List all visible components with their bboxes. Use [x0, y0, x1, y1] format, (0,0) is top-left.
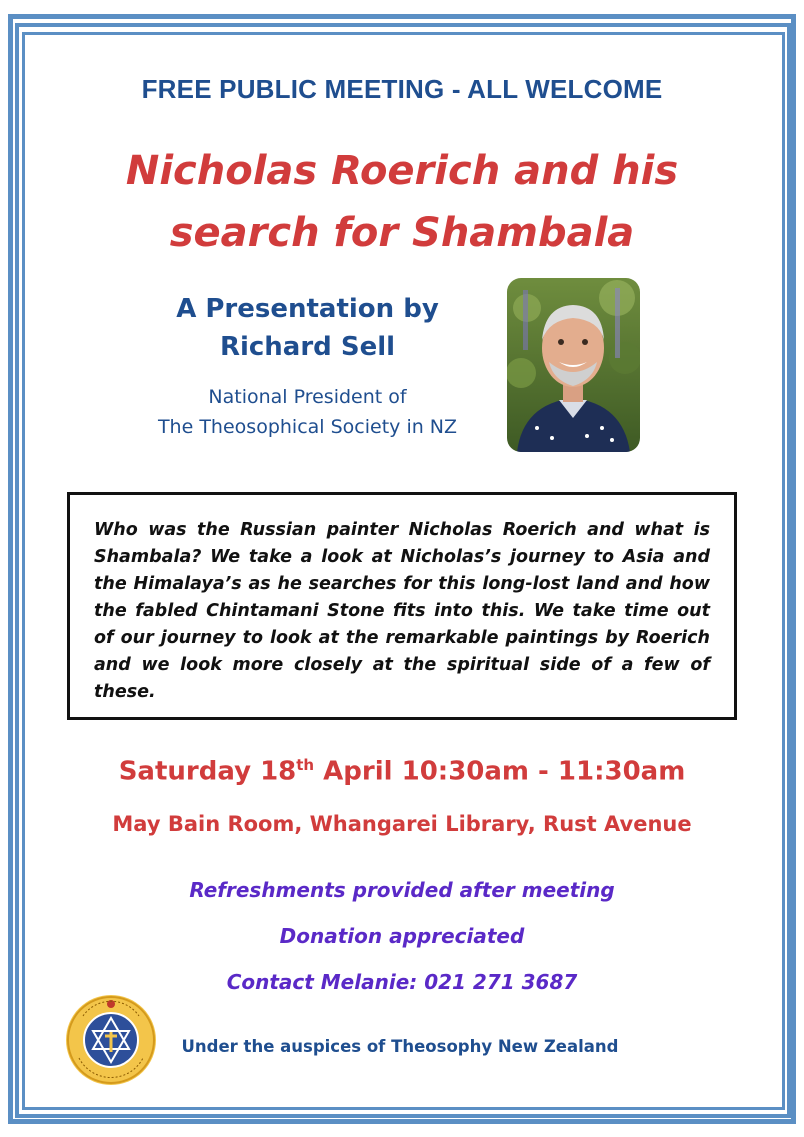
presenter-photo — [507, 278, 640, 452]
description-text: Who was the Russian painter Nicholas Roerich and what is Shambala? We take a look at Nicholas’s journey to Asia and the Himalaya’s as he searches for this long-lost land and how the fabled Chintamani Stone fits into this. We take time out of our journey to look at the remarkable paintings by Roerich and we look more closely at the spiritual side of a few of these. — [94, 520, 710, 702]
title-line-1: Nicholas Roerich and his — [125, 148, 679, 194]
event-date — [0, 756, 804, 787]
refreshments-note: Refreshments provided after meeting — [189, 878, 615, 902]
donation-note: Donation appreciated — [279, 924, 525, 948]
role-line-2: The Theosophical Society in NZ — [157, 416, 458, 438]
portrait-image — [507, 278, 640, 452]
title-line-2: search for Shambala — [169, 210, 635, 256]
theosophy-seal-icon — [65, 994, 157, 1086]
event-title — [0, 140, 804, 264]
event-venue: May Bain Room, Whangarei Library, Rust Avenue — [112, 812, 692, 836]
role-line-1: National President of — [208, 386, 407, 408]
contact-info: Contact Melanie: 021 271 3687 — [226, 970, 578, 994]
date-prefix: Saturday 18 — [118, 756, 297, 787]
presenter-name: Richard Sell — [219, 332, 396, 362]
presenter-intro: A Presentation by — [176, 294, 439, 324]
headline: FREE PUBLIC MEETING - ALL WELCOME — [141, 74, 663, 104]
date-time: April 10:30am - 11:30am — [314, 756, 686, 787]
description-box — [67, 492, 737, 720]
auspices-note: Under the auspices of Theosophy New Zealand — [181, 1037, 619, 1056]
date-ordinal: th — [296, 756, 315, 774]
presenter-block — [140, 290, 475, 366]
presenter-role — [120, 382, 495, 442]
